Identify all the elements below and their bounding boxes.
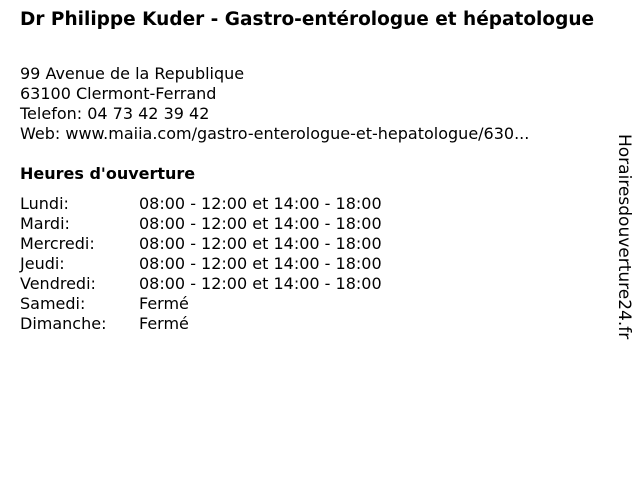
time-value: 08:00 - 12:00 et 14:00 - 18:00 — [139, 274, 382, 293]
time-value: 08:00 - 12:00 et 14:00 - 18:00 — [139, 254, 382, 273]
day-label: Vendredi: — [20, 274, 96, 293]
hours-row-friday — [20, 274, 382, 294]
street-address: 99 Avenue de la Republique — [20, 64, 245, 83]
day-label: Lundi: — [20, 194, 69, 213]
city-address: 63100 Clermont-Ferrand — [20, 84, 217, 103]
phone-number: Telefon: 04 73 42 39 42 — [20, 104, 210, 123]
opening-hours-table — [20, 194, 382, 334]
time-value: 08:00 - 12:00 et 14:00 - 18:00 — [139, 234, 382, 253]
hours-row-thursday — [20, 254, 382, 274]
hours-heading: Heures d'ouverture — [20, 164, 196, 183]
watermark-text: Horairesdouverture24.fr — [614, 134, 634, 340]
address-block — [20, 64, 529, 144]
time-value: 08:00 - 12:00 et 14:00 - 18:00 — [139, 194, 382, 213]
hours-row-saturday — [20, 294, 382, 314]
hours-row-monday — [20, 194, 382, 214]
website-link[interactable]: Web: www.maiia.com/gastro-enterologue-et-hepatologue/630... — [20, 124, 530, 143]
hours-row-tuesday — [20, 214, 382, 234]
page-title: Dr Philippe Kuder - Gastro-entérologue et hépatologue — [20, 9, 595, 30]
day-label: Mercredi: — [20, 234, 95, 253]
time-value: Fermé — [139, 314, 189, 333]
watermark — [612, 134, 636, 344]
hours-row-wednesday — [20, 234, 382, 254]
day-label: Mardi: — [20, 214, 70, 233]
day-label: Dimanche: — [20, 314, 107, 333]
time-value: Fermé — [139, 294, 189, 313]
day-label: Samedi: — [20, 294, 86, 313]
day-label: Jeudi: — [20, 254, 65, 273]
hours-row-sunday — [20, 314, 382, 334]
time-value: 08:00 - 12:00 et 14:00 - 18:00 — [139, 214, 382, 233]
